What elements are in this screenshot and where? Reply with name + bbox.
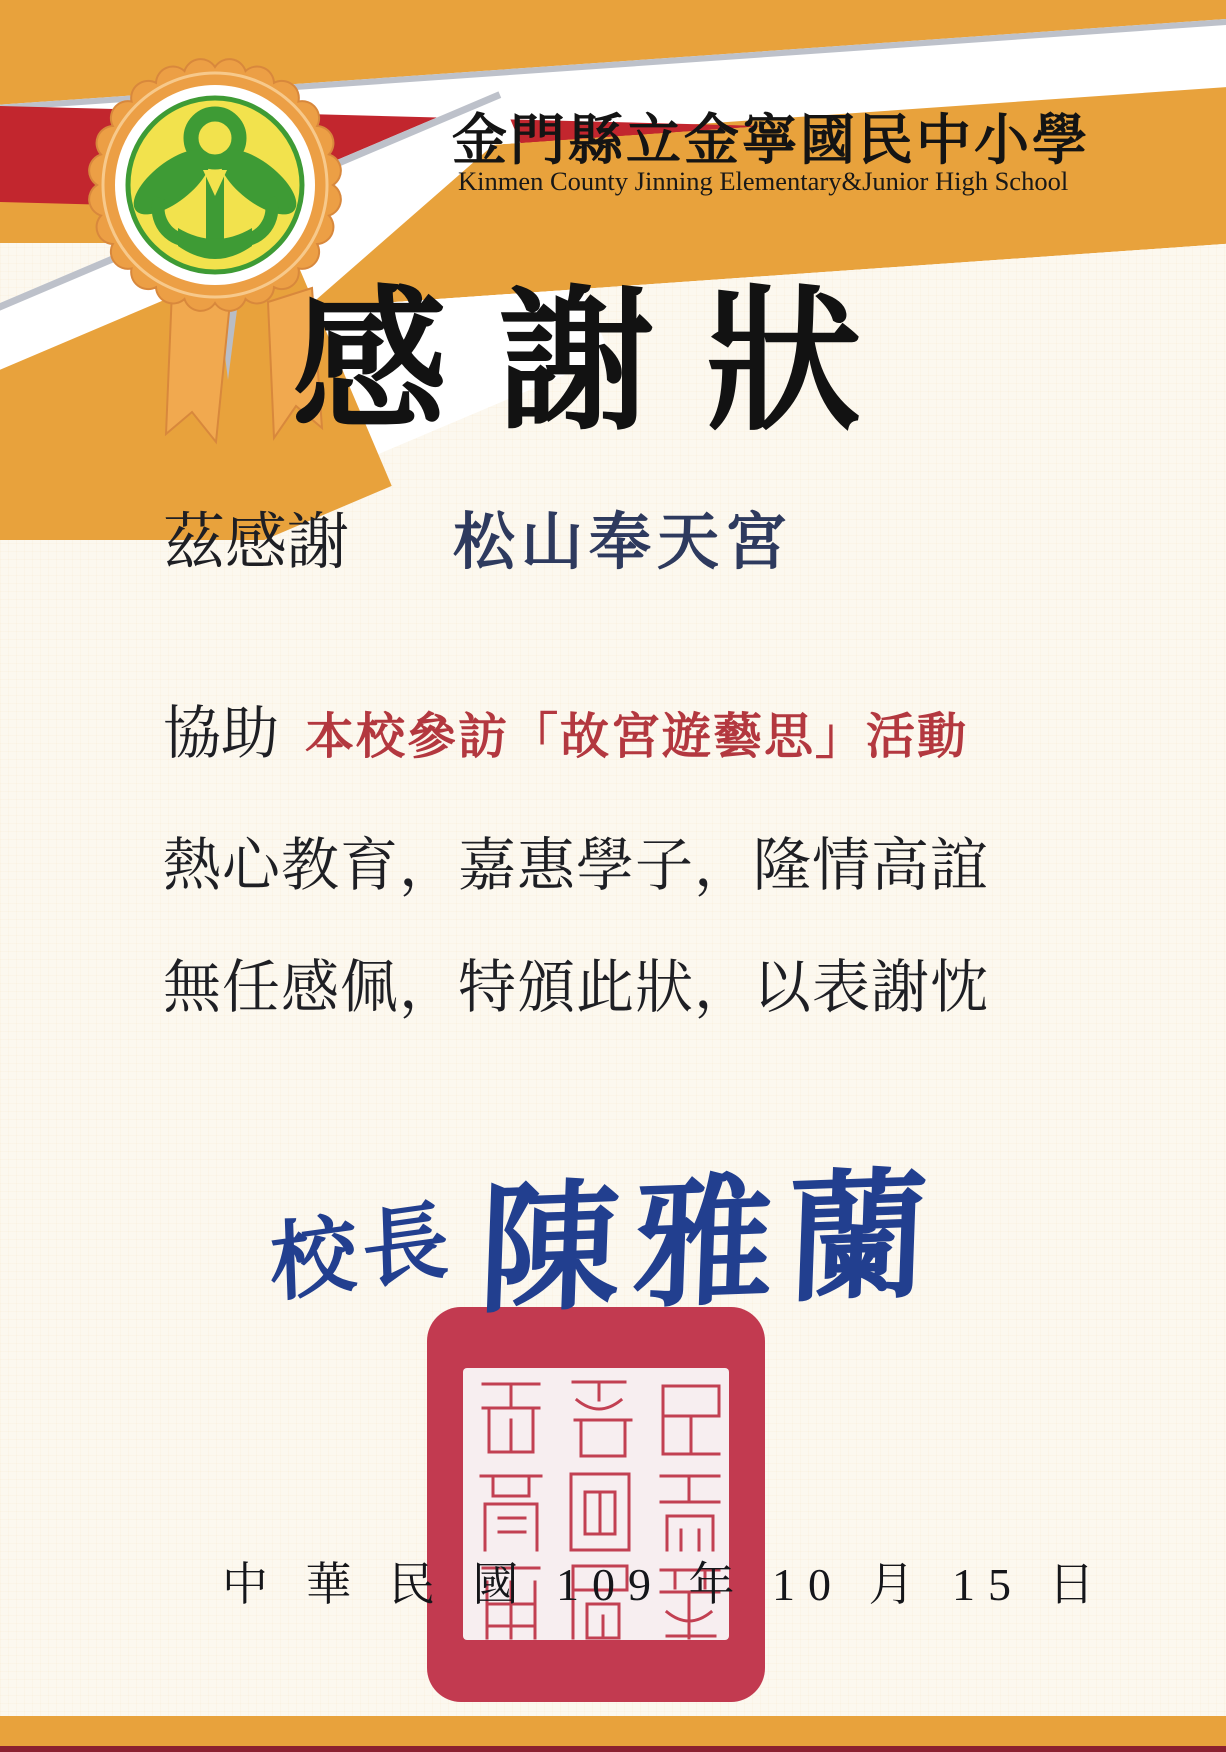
footer-maroon-edge xyxy=(0,1746,1226,1752)
school-name-english: Kinmen County Jinning Elementary&Junior High School xyxy=(458,166,1069,196)
ribbon-left-tail xyxy=(166,290,230,442)
certificate-title: 感謝狀 xyxy=(292,271,913,452)
principal-signature: 陳雅蘭 xyxy=(476,1159,945,1331)
assist-line xyxy=(163,686,968,770)
issue-date: 中 華 民 國 109 年 10 月 15 日 xyxy=(222,1559,1108,1610)
official-seal-stamp xyxy=(427,1307,765,1702)
signature-block xyxy=(267,1123,946,1347)
school-name-chinese: 金門縣立金寧國民中小學 xyxy=(452,110,1091,171)
event-name: 本校參訪「故宮遊藝思」活動 xyxy=(305,709,969,764)
recipient-name: 松山奉天宮 xyxy=(453,509,794,577)
commendation-line-2: 無任感佩，特頒此狀，以表謝忱 xyxy=(163,955,990,1020)
salutation-text: 茲感謝 xyxy=(163,509,350,577)
assist-label: 協助 xyxy=(163,701,280,766)
commendation-line-1: 熱心教育，嘉惠學子，隆情高誼 xyxy=(163,833,990,898)
principal-title: 校長 xyxy=(268,1191,457,1313)
salutation-line xyxy=(163,492,793,581)
